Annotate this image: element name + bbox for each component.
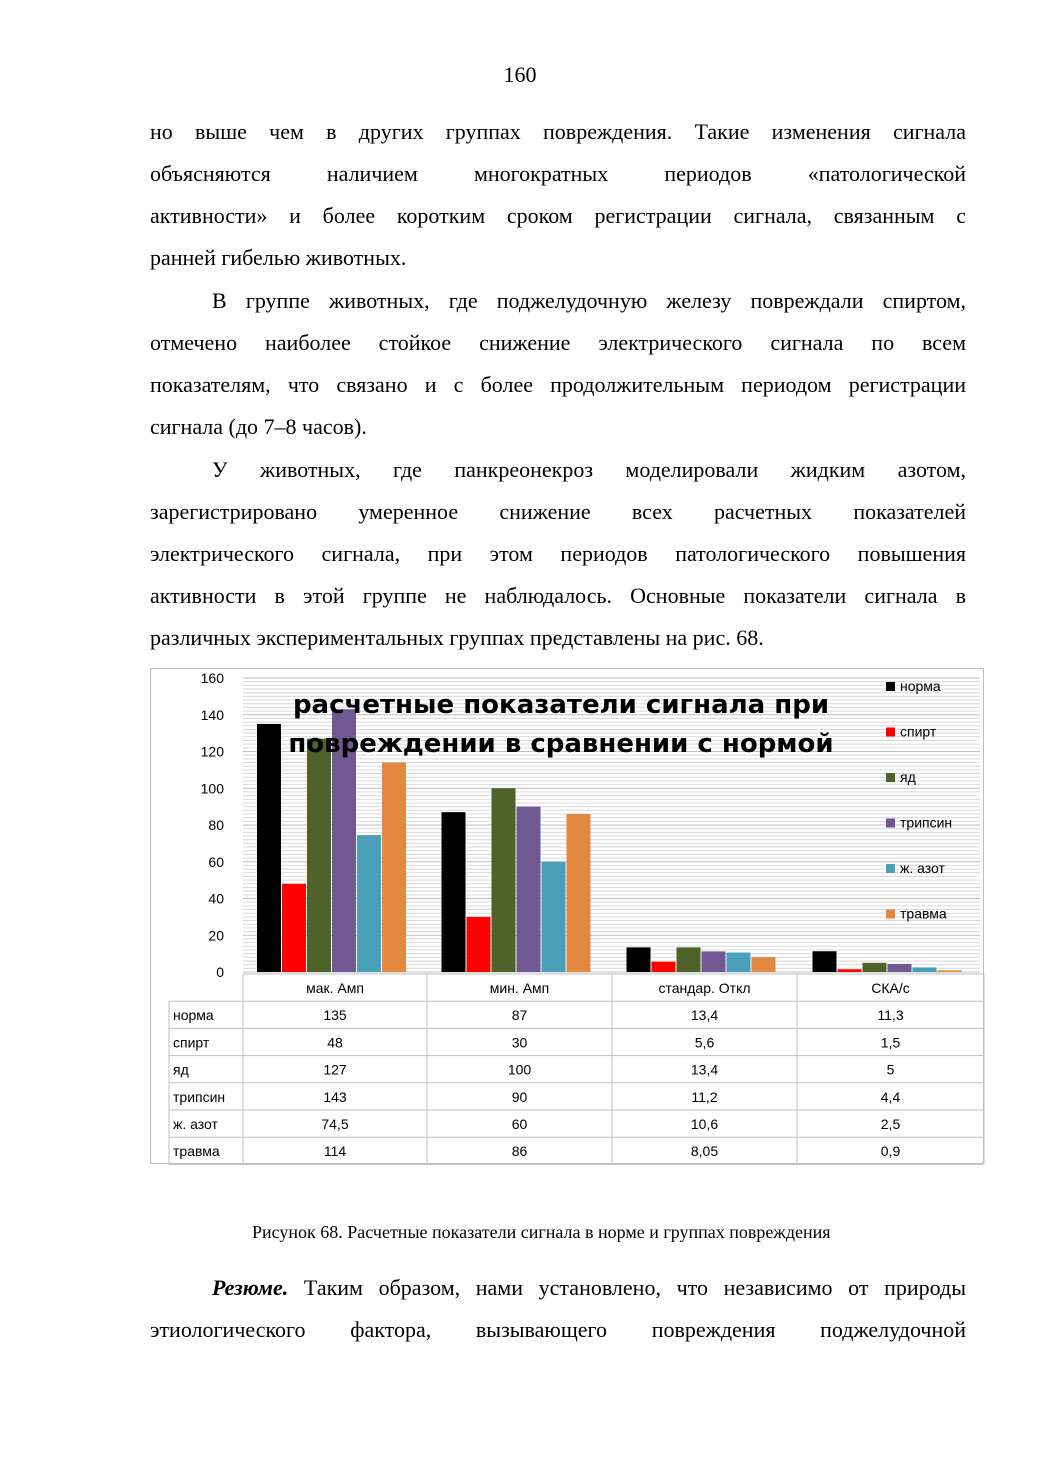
page-number: 160 (503, 62, 537, 87)
bar (257, 724, 281, 972)
text-line: ранней гибелью животных. (150, 245, 407, 270)
summary-text: Таким образом, нами установлено, что независимо от природы (303, 1275, 967, 1300)
bar (838, 969, 862, 972)
y-tick-label: 0 (216, 964, 224, 980)
bar (627, 947, 651, 972)
data-label: 2,5 (880, 1116, 901, 1132)
data-label: 127 (323, 1061, 347, 1078)
table-row-label: трипсин (173, 1088, 226, 1105)
table-row-label: норма (173, 1007, 214, 1024)
text-line: объясняются наличием многократных периодов «патологической (150, 161, 966, 186)
paragraph-2 (150, 280, 966, 448)
data-label: 86 (511, 1143, 528, 1160)
table-row-label: травма (173, 1143, 220, 1160)
bar (357, 835, 381, 972)
bar (938, 970, 962, 972)
x-category-label: мин. Амп (489, 980, 550, 996)
legend-label: яд (900, 769, 916, 785)
text-line: но выше чем в других группах повреждения. Такие изменения сигнала (150, 119, 966, 144)
figure-caption: Рисунок 68. Расчетные показатели сигнала в норме и группах повреждения (252, 1222, 831, 1242)
legend-label: спирт (900, 723, 937, 740)
bar (913, 967, 937, 972)
text-line: электрического сигнала, при этом периодов патологического повышения (150, 541, 966, 566)
chart-title: расчетные показатели сигнала при (292, 690, 830, 720)
bar (813, 951, 837, 972)
legend-swatch (886, 773, 895, 782)
y-tick-label: 140 (200, 706, 224, 723)
bar (702, 951, 726, 972)
bar (492, 788, 516, 972)
data-label: 135 (323, 1007, 347, 1024)
data-label: 100 (507, 1061, 532, 1078)
bar (652, 962, 676, 972)
data-label: 5,6 (694, 1034, 715, 1051)
text-line: В группе животных, где поджелудочную железу повреждали спиртом, (212, 288, 966, 313)
legend-label: ж. азот (900, 860, 945, 876)
legend-label: трипсин (900, 814, 953, 831)
y-tick-label: 20 (208, 927, 224, 944)
bar (727, 953, 751, 972)
text-line: активности» и более коротким сроком регистрации сигнала, связанным с (150, 203, 966, 228)
bar-chart (151, 669, 985, 1165)
paragraph-3 (150, 449, 966, 659)
data-label: 11,2 (691, 1088, 718, 1105)
legend-label: травма (900, 905, 947, 922)
data-label: 8,05 (690, 1143, 719, 1160)
table-row-label: ж. азот (173, 1116, 218, 1132)
legend-swatch (886, 819, 895, 828)
y-tick-label: 40 (208, 890, 224, 907)
data-label: 0,9 (880, 1143, 901, 1160)
text-line: различных экспериментальных группах представлены на рис. 68. (150, 625, 764, 650)
data-label: 60 (511, 1116, 528, 1132)
table-row-label: спирт (173, 1034, 210, 1051)
text-line: этиологического фактора, вызывающего повреждения поджелудочной (150, 1317, 966, 1342)
data-label: 13,4 (690, 1007, 719, 1024)
bar (677, 947, 701, 972)
bar (752, 957, 776, 972)
table-row-label: яд (173, 1061, 189, 1078)
y-tick-label: 120 (200, 743, 224, 760)
legend-label: норма (900, 678, 941, 694)
bar (442, 812, 466, 972)
bar (382, 763, 406, 972)
bar (863, 963, 887, 972)
data-label: 74,5 (321, 1116, 349, 1132)
bar (888, 964, 912, 972)
legend-swatch (886, 728, 895, 737)
data-label: 30 (511, 1034, 528, 1051)
paragraph-1 (150, 111, 966, 279)
data-label: 5 (886, 1061, 895, 1078)
legend-swatch (886, 864, 895, 873)
x-category-label: СКА/с (871, 980, 910, 996)
text-line: У животных, где панкреонекроз моделировали жидким азотом, (212, 457, 966, 482)
bar (307, 739, 331, 972)
y-tick-label: 160 (200, 670, 224, 686)
legend-swatch (886, 910, 895, 919)
text-line: показателям, что связано и с более продолжительным периодом регистрации (150, 372, 966, 397)
data-label: 1,5 (880, 1034, 901, 1051)
x-category-label: стандар. Откл (658, 980, 751, 996)
data-label: 143 (323, 1088, 347, 1105)
summary-label: Резюме. (212, 1275, 289, 1300)
text-line: зарегистрировано умеренное снижение всех расчетных показателей (150, 499, 966, 524)
text-line (150, 1267, 966, 1309)
chart-title: повреждении в сравнении с нормой (288, 729, 834, 759)
data-label: 4,4 (880, 1088, 901, 1105)
legend-swatch (886, 682, 895, 691)
bar (517, 807, 541, 972)
bar (467, 917, 491, 972)
text-line: активности в этой группе не наблюдалось. Основные показатели сигнала в (150, 583, 966, 608)
data-label: 10,6 (690, 1116, 719, 1132)
text-line: отмечено наиболее стойкое снижение электрического сигнала по всем (150, 330, 966, 355)
chart-figure (150, 668, 984, 1164)
data-label: 87 (511, 1007, 528, 1024)
bar (542, 862, 566, 972)
data-label: 13,4 (690, 1061, 719, 1078)
bar (567, 814, 591, 972)
summary-paragraph (150, 1267, 966, 1351)
data-label: 11,3 (877, 1007, 904, 1024)
x-category-label: мак. Амп (306, 980, 364, 996)
data-label: 90 (511, 1088, 528, 1105)
data-label: 48 (327, 1034, 343, 1051)
text-line: сигнала (до 7–8 часов). (150, 414, 367, 439)
y-tick-label: 100 (200, 780, 224, 797)
bar (282, 884, 306, 972)
data-label: 114 (323, 1143, 347, 1160)
y-tick-label: 80 (208, 817, 224, 833)
y-tick-label: 60 (208, 853, 224, 870)
